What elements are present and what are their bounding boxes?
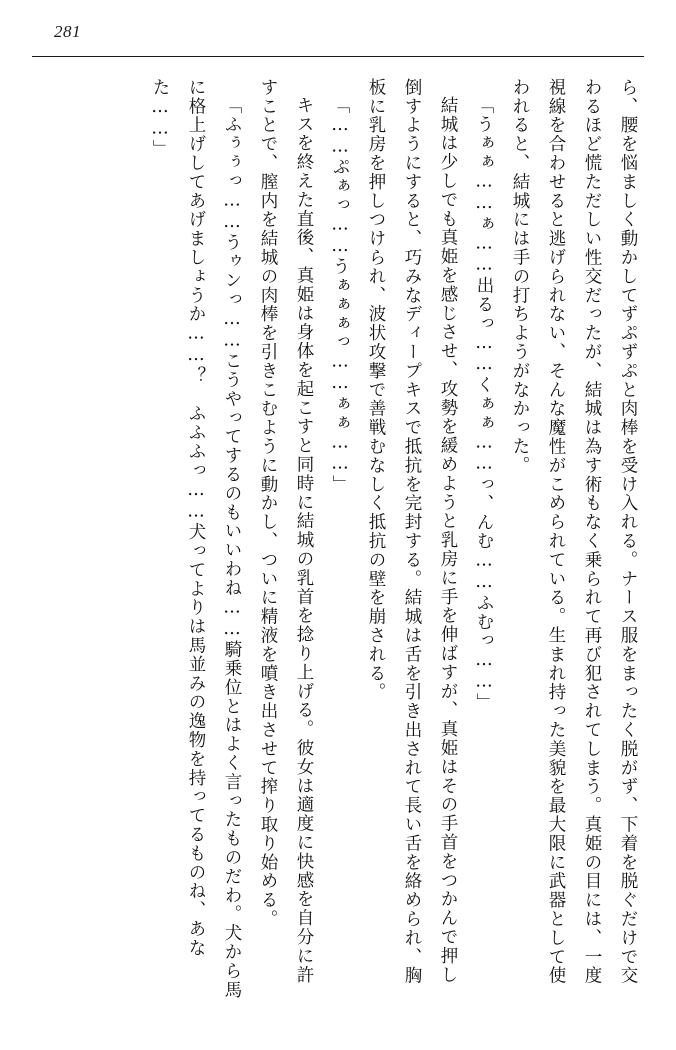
body-paragraph: 「……ぷぁっ……うぁぁぁっ……ぁぁ……」: [330, 96, 350, 494]
page-body-text: [30, 78, 646, 1003]
header-divider: [32, 56, 644, 57]
body-paragraph: ら、腰を悩ましく動かしてずぷずぷと肉棒を受け入れる。ナース服をまったく脱がず、下着を脱ぐだけで交わるほど慌ただしい性交だったが、結城は為す術もなく乗られて再び犯されてしまう。真姫の目には、一度視線を合わせると逃げられない、そんな魔性がこめられている。生まれ持った美貌を最大限に武器として使われると、結城には手の打ちようがなかった。: [510, 78, 638, 986]
body-paragraph: 結城は少しでも真姫を感じさせ、攻勢を緩めようと乳房に手を伸ばすが、真姫はその手首をつかんで押し倒すようにすると、巧みなディープキスで抵抗を完封する。結城は舌を引き出されて長い舌を絡められ、胸板に乳房を押しつけられ、波状攻撃で善戦むなしく抵抗の壁を崩される。: [366, 78, 458, 986]
body-paragraph: 「ふぅぅっ……うゥンっ……こうやってするのもいいわね……騎乗位とはよく言ったものだわ。犬から馬に格上げしてあげましょうか……？ ふふふっ……犬ってよりは馬並みの逸物を持ってるものね、あなた……」: [150, 78, 242, 1000]
page-number: 281: [54, 22, 81, 41]
body-paragraph: キスを終えた直後、真姫は身体を起こすと同時に結城の乳首を捻り上げる。彼女は適度に快感を自分に許すことで、膣内を結城の肉棒を引きこむように動かし、ついに精液を噴き出させて搾り取り始める。: [258, 78, 314, 985]
body-paragraph: 「うぁぁ……ぁ……出るっ……くぁぁ……っ、んむ……ふむっ……」: [474, 96, 494, 712]
